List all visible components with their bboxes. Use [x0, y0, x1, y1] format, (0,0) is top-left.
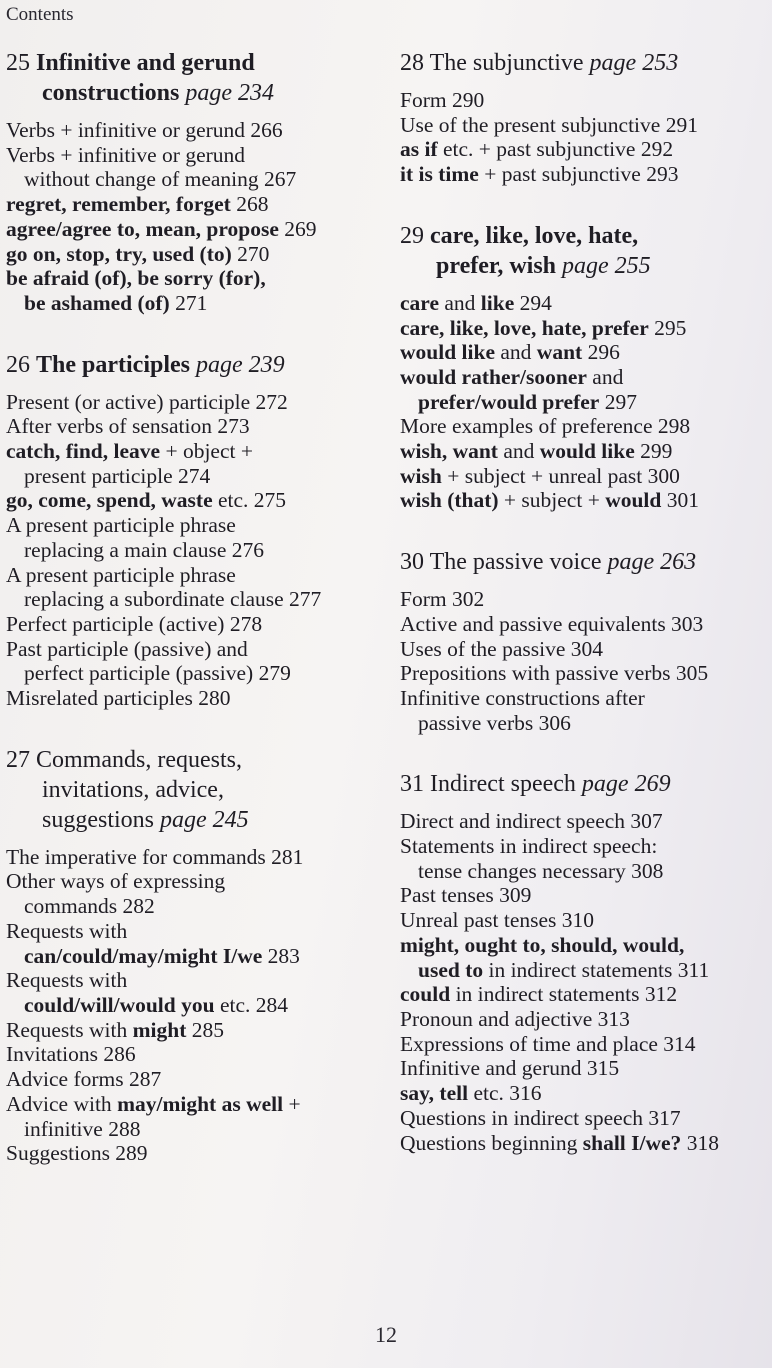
toc-entry: as if etc. + past subjunctive 292 [400, 137, 674, 162]
toc-entry: Uses of the passive 304 [400, 636, 604, 661]
section-title-text: The passive voice [429, 549, 602, 576]
toc-entry: Present (or active) participle 272 [6, 389, 288, 414]
toc-entry: Active and passive equivalents 303 [400, 611, 704, 636]
section-number: 29 [400, 222, 430, 249]
toc-entry: Invitations 286 [6, 1042, 136, 1067]
toc-entry: Questions in indirect speech 317 [400, 1105, 681, 1130]
toc-entry: A present participle phrase replacing a main clause 276 [6, 513, 264, 562]
toc-entry: care and like 294 [400, 290, 552, 315]
toc-entry: Unreal past tenses 310 [400, 908, 595, 933]
toc-entry: regret, remember, forget 268 [6, 192, 269, 217]
toc-entry: go, come, spend, waste etc. 275 [6, 488, 287, 513]
section-title [6, 350, 391, 380]
section-page-ref: page 263 [607, 549, 697, 576]
toc-entry: Infinitive constructions after passive verbs 306 [400, 685, 645, 735]
toc-entry: Direct and indirect speech 307 [400, 809, 663, 834]
toc-entry: Questions beginning shall I/we? 318 [400, 1130, 719, 1155]
toc-entry: go on, stop, try, used (to) 270 [6, 241, 270, 266]
toc-entry: would rather/sooner and prefer/would prefer 297 [400, 364, 637, 414]
toc-entry: say, tell etc. 316 [400, 1081, 542, 1106]
toc-entry: Form 302 [400, 587, 485, 612]
toc-entry: Past participle (passive) and perfect participle (passive) 279 [6, 636, 291, 686]
contents-right-column [400, 48, 766, 1155]
section-title-text: Commands, requests, invitations, advice, suggestions [36, 746, 242, 833]
section-page-ref: page 245 [160, 806, 249, 833]
section-title [400, 221, 766, 281]
section-title [400, 769, 766, 799]
section-31 [400, 735, 766, 1155]
section-title [400, 547, 766, 577]
toc-entry: Verbs + infinitive or gerund 266 [6, 118, 283, 142]
toc-entry: be afraid (of), be sorry (for), be ashamed (of) 271 [6, 266, 266, 315]
toc-entry: Use of the present subjunctive 291 [400, 112, 698, 137]
toc-entry: The imperative for commands 281 [6, 844, 304, 869]
toc-entry: Prepositions with passive verbs 305 [400, 661, 709, 686]
section-title [400, 48, 766, 78]
toc-entry: Pronoun and adjective 313 [400, 1006, 630, 1031]
section-28 [400, 48, 766, 187]
section-title-text: Indirect speech [430, 771, 576, 798]
toc-entry: wish, want and would like 299 [400, 439, 673, 464]
toc-entry: More examples of preference 298 [400, 414, 691, 439]
section-page-ref: page 255 [562, 252, 651, 279]
toc-entry: Requests with could/will/would you etc. 284 [6, 968, 289, 1017]
section-page-ref: page 239 [196, 351, 285, 378]
section-number: 27 [6, 746, 36, 773]
toc-entry: wish (that) + subject + would 301 [400, 488, 699, 513]
section-number: 26 [6, 351, 36, 378]
toc-entry: Advice forms 287 [6, 1067, 162, 1092]
toc-entry: agree/agree to, mean, propose 269 [6, 216, 317, 241]
toc-entry: Suggestions 289 [6, 1141, 148, 1166]
section-number: 30 [400, 549, 430, 576]
toc-entry: Infinitive and gerund 315 [400, 1056, 620, 1081]
section-number: 31 [400, 771, 430, 798]
toc-entry: it is time + past subjunctive 293 [400, 162, 679, 187]
toc-entry: Requests with can/could/may/might I/we 283 [6, 918, 300, 968]
section-page-ref: page 253 [589, 50, 679, 76]
section-title [6, 48, 391, 108]
toc-entry: Verbs + infinitive or gerund without change of meaning 267 [6, 142, 297, 192]
toc-entry: might, ought to, should, would, used to in indirect statements 311 [400, 932, 710, 982]
section-title-text: care, like, love, hate, prefer, wish [430, 222, 639, 279]
toc-entry: catch, find, leave + object + present participle 274 [6, 439, 253, 488]
section-26 [6, 316, 391, 711]
section-27 [6, 711, 391, 1166]
toc-entry: Expressions of time and place 314 [400, 1031, 696, 1056]
section-title-text: The subjunctive [429, 50, 584, 76]
section-page-ref: page 234 [185, 80, 274, 106]
toc-entry: wish + subject + unreal past 300 [400, 463, 680, 488]
section-number: 28 [400, 50, 430, 76]
page-number: 12 [375, 1322, 397, 1347]
section-25 [6, 48, 391, 316]
toc-entry: After verbs of sensation 273 [6, 414, 250, 439]
section-number: 25 [6, 50, 36, 76]
toc-entry: Form 290 [400, 88, 485, 112]
section-title [6, 745, 391, 835]
toc-entry: Past tenses 309 [400, 883, 532, 908]
toc-entry: Statements in indirect speech: tense changes necessary 308 [400, 834, 664, 883]
toc-entry: Misrelated participles 280 [6, 686, 231, 711]
toc-entry: care, like, love, hate, prefer 295 [400, 315, 687, 340]
toc-entry: A present participle phrase replacing a subordinate clause 277 [6, 562, 322, 612]
section-29 [400, 187, 766, 513]
section-30 [400, 513, 766, 735]
toc-entry: could in indirect statements 312 [400, 982, 678, 1007]
toc-entry: Perfect participle (active) 278 [6, 611, 263, 636]
section-page-ref: page 269 [581, 771, 671, 798]
section-title-text: Infinitive and gerund constructions [36, 50, 255, 106]
section-title-text: The participles [36, 351, 190, 378]
contents-left-column [6, 48, 391, 1166]
running-head: Contents [6, 4, 74, 25]
toc-entry: Advice with may/might as well + infinitive 288 [6, 1091, 301, 1141]
toc-entry: would like and want 296 [400, 340, 620, 365]
toc-entry: Other ways of expressing commands 282 [6, 869, 226, 919]
toc-entry: Requests with might 285 [6, 1017, 224, 1042]
